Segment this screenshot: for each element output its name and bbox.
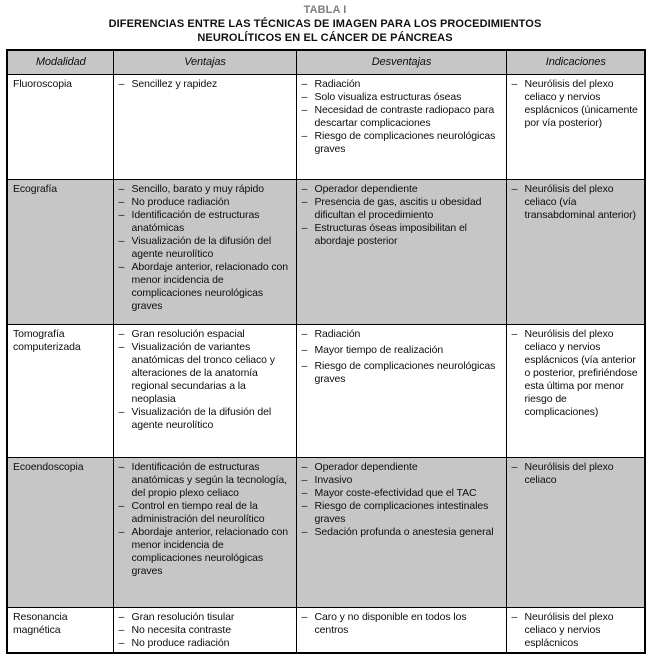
bullet-item <box>302 360 502 386</box>
bullet-item <box>119 261 292 313</box>
cell-desventajas <box>296 324 506 457</box>
dash-marker: – <box>301 195 308 208</box>
cell-ventajas <box>113 324 296 457</box>
bullet-item <box>119 637 292 650</box>
bullet-item <box>302 461 502 474</box>
dash-marker: – <box>118 623 125 636</box>
bullet-text: No necesita contraste <box>131 623 231 636</box>
bullet-item <box>512 461 641 487</box>
bullet-text: Neurólisis del plexo celiaco y nervios esplácnicos (vía anterior o posterior, prefiriéndose esta última por menor riesgo de complicaciones) <box>524 327 638 418</box>
dash-marker: – <box>118 460 125 473</box>
dash-marker: – <box>511 182 518 195</box>
bullet-item <box>512 611 641 650</box>
column-header-ventajas: Ventajas <box>113 50 296 74</box>
bullet-item <box>302 526 502 539</box>
bullet-text: Radiación <box>314 77 361 90</box>
cell-ventajas <box>113 179 296 324</box>
table-row-tomografia <box>7 324 645 457</box>
bullet-text: Estructuras óseas imposibilitan el abordaje posterior <box>314 221 467 247</box>
dash-marker: – <box>301 77 308 90</box>
bullet-item <box>119 328 292 341</box>
cell-ventajas <box>113 457 296 607</box>
cell-modalidad: Ecoendoscopia <box>7 457 113 607</box>
cell-indicaciones <box>506 324 645 457</box>
dash-marker: – <box>511 77 518 90</box>
dash-marker: – <box>118 636 125 649</box>
bullet-item <box>119 341 292 406</box>
bullet-text: Abordaje anterior, relacionado con menor incidencia de complicaciones neurológicas graves <box>131 525 289 577</box>
cell-desventajas <box>296 74 506 179</box>
cell-ventajas <box>113 74 296 179</box>
dash-marker: – <box>118 405 125 418</box>
column-header-desventajas: Desventajas <box>296 50 506 74</box>
table-row-resonancia <box>7 607 645 653</box>
cell-ventajas <box>113 607 296 653</box>
dash-marker: – <box>511 610 518 623</box>
dash-marker: – <box>301 343 308 356</box>
cell-desventajas <box>296 457 506 607</box>
bullet-text: Visualización de variantes anatómicas del tronco celiaco y alteraciones de la anatomía regional secundarias a la neoplasia <box>131 340 275 405</box>
dash-marker: – <box>118 208 125 221</box>
dash-marker: – <box>118 195 125 208</box>
dash-marker: – <box>118 610 125 623</box>
bullet-text: Visualización de la difusión del agente neurolítico <box>131 234 272 260</box>
bullet-text: Riesgo de complicaciones neurológicas graves <box>314 129 496 155</box>
bullet-item <box>302 474 502 487</box>
bullet-item <box>119 183 292 196</box>
bullet-text: Identificación de estructuras anatómicas <box>131 208 260 234</box>
dash-marker: – <box>118 77 125 90</box>
dash-marker: – <box>301 486 308 499</box>
cell-modalidad: Resonancia magnética <box>7 607 113 653</box>
dash-marker: – <box>301 473 308 486</box>
bullet-item <box>302 611 502 637</box>
bullet-item <box>302 344 502 357</box>
bullet-item <box>512 328 641 419</box>
bullet-item <box>302 328 502 341</box>
bullet-item <box>119 209 292 235</box>
bullet-item <box>302 487 502 500</box>
bullet-text: Sencillo, barato y muy rápido <box>131 182 265 195</box>
dash-marker: – <box>301 129 308 142</box>
bullet-item <box>119 611 292 624</box>
bullet-item <box>119 235 292 261</box>
dash-marker: – <box>301 499 308 512</box>
table-title-line2: NEUROLÍTICOS EN EL CÁNCER DE PÁNCREAS <box>197 32 453 44</box>
bullet-text: Sencillez y rapidez <box>131 77 218 90</box>
bullet-text: Neurólisis del plexo celiaco y nervios esplácnicos (únicamente por vía posterior) <box>524 77 638 129</box>
bullet-item <box>302 78 502 91</box>
comparison-table <box>6 49 646 654</box>
bullet-item <box>302 500 502 526</box>
dash-marker: – <box>118 327 125 340</box>
dash-marker: – <box>301 103 308 116</box>
bullet-text: Neurólisis del plexo celiaco (vía transabdominal anterior) <box>524 182 636 221</box>
cell-indicaciones <box>506 607 645 653</box>
dash-marker: – <box>118 340 125 353</box>
bullet-item <box>119 406 292 432</box>
bullet-text: Solo visualiza estructuras óseas <box>314 90 462 103</box>
dash-marker: – <box>301 525 308 538</box>
bullet-text: Gran resolución espacial <box>131 327 245 340</box>
table-row-fluoroscopia <box>7 74 645 179</box>
dash-marker: – <box>118 499 125 512</box>
bullet-item <box>119 461 292 500</box>
dash-marker: – <box>118 260 125 273</box>
bullet-text: Radiación <box>314 327 361 340</box>
bullet-item <box>512 78 641 130</box>
bullet-item <box>119 526 292 578</box>
dash-marker: – <box>301 182 308 195</box>
bullet-item <box>302 104 502 130</box>
bullet-item <box>302 130 502 156</box>
cell-indicaciones <box>506 74 645 179</box>
bullet-text: Invasivo <box>314 473 353 486</box>
cell-desventajas <box>296 607 506 653</box>
bullet-item <box>512 183 641 222</box>
cell-indicaciones <box>506 457 645 607</box>
cell-desventajas <box>296 179 506 324</box>
bullet-text: Mayor coste-efectividad que el TAC <box>314 486 477 499</box>
bullet-item <box>119 500 292 526</box>
bullet-text: Sedación profunda o anestesia general <box>314 525 494 538</box>
bullet-text: Mayor tiempo de realización <box>314 343 444 356</box>
dash-marker: – <box>301 359 308 372</box>
bullet-item <box>302 183 502 196</box>
bullet-text: Necesidad de contraste radiopaco para descartar complicaciones <box>314 103 495 129</box>
bullet-text: Control en tiempo real de la administración del neurolítico <box>131 499 265 525</box>
bullet-text: Caro y no disponible en todos los centros <box>314 610 467 636</box>
dash-marker: – <box>118 234 125 247</box>
bullet-text: Identificación de estructuras anatómicas y según la tecnología, del propio plexo celiaco <box>131 460 287 499</box>
bullet-text: No produce radiación <box>131 195 230 208</box>
cell-modalidad: Tomografía computerizada <box>7 324 113 457</box>
dash-marker: – <box>301 327 308 340</box>
bullet-text: Abordaje anterior, relacionado con menor incidencia de complicaciones neurológicas graves <box>131 260 289 312</box>
dash-marker: – <box>118 182 125 195</box>
bullet-item <box>119 196 292 209</box>
bullet-text: Visualización de la difusión del agente neurolítico <box>131 405 272 431</box>
table-row-ecoendoscopia <box>7 457 645 607</box>
column-header-indicaciones: Indicaciones <box>506 50 645 74</box>
dash-marker: – <box>301 610 308 623</box>
bullet-item <box>302 91 502 104</box>
header-row <box>7 50 645 74</box>
bullet-text: Neurólisis del plexo celiaco y nervios esplácnicos <box>524 610 614 649</box>
bullet-text: Presencia de gas, ascitis u obesidad dificultan el procedimiento <box>314 195 482 221</box>
bullet-item <box>302 222 502 248</box>
dash-marker: – <box>118 525 125 538</box>
bullet-text: No produce radiación <box>131 636 230 649</box>
bullet-text: Operador dependiente <box>314 460 418 473</box>
cell-indicaciones <box>506 179 645 324</box>
dash-marker: – <box>301 221 308 234</box>
table-title-line1: DIFERENCIAS ENTRE LAS TÉCNICAS DE IMAGEN PARA LOS PROCEDIMIENTOS <box>108 18 542 30</box>
table-label: TABLA I <box>303 4 347 16</box>
bullet-text: Riesgo de complicaciones neurológicas graves <box>314 359 496 385</box>
column-header-modalidad: Modalidad <box>7 50 113 74</box>
dash-marker: – <box>301 460 308 473</box>
table-title-block <box>6 0 644 45</box>
bullet-item <box>302 196 502 222</box>
dash-marker: – <box>511 460 518 473</box>
cell-modalidad: Fluoroscopia <box>7 74 113 179</box>
bullet-item <box>119 78 292 91</box>
bullet-text: Neurólisis del plexo celiaco <box>524 460 614 486</box>
bullet-text: Operador dependiente <box>314 182 418 195</box>
bullet-text: Riesgo de complicaciones intestinales graves <box>314 499 489 525</box>
cell-modalidad: Ecografía <box>7 179 113 324</box>
bullet-item <box>119 624 292 637</box>
dash-marker: – <box>511 327 518 340</box>
dash-marker: – <box>301 90 308 103</box>
bullet-text: Gran resolución tisular <box>131 610 235 623</box>
table-row-ecografia <box>7 179 645 324</box>
